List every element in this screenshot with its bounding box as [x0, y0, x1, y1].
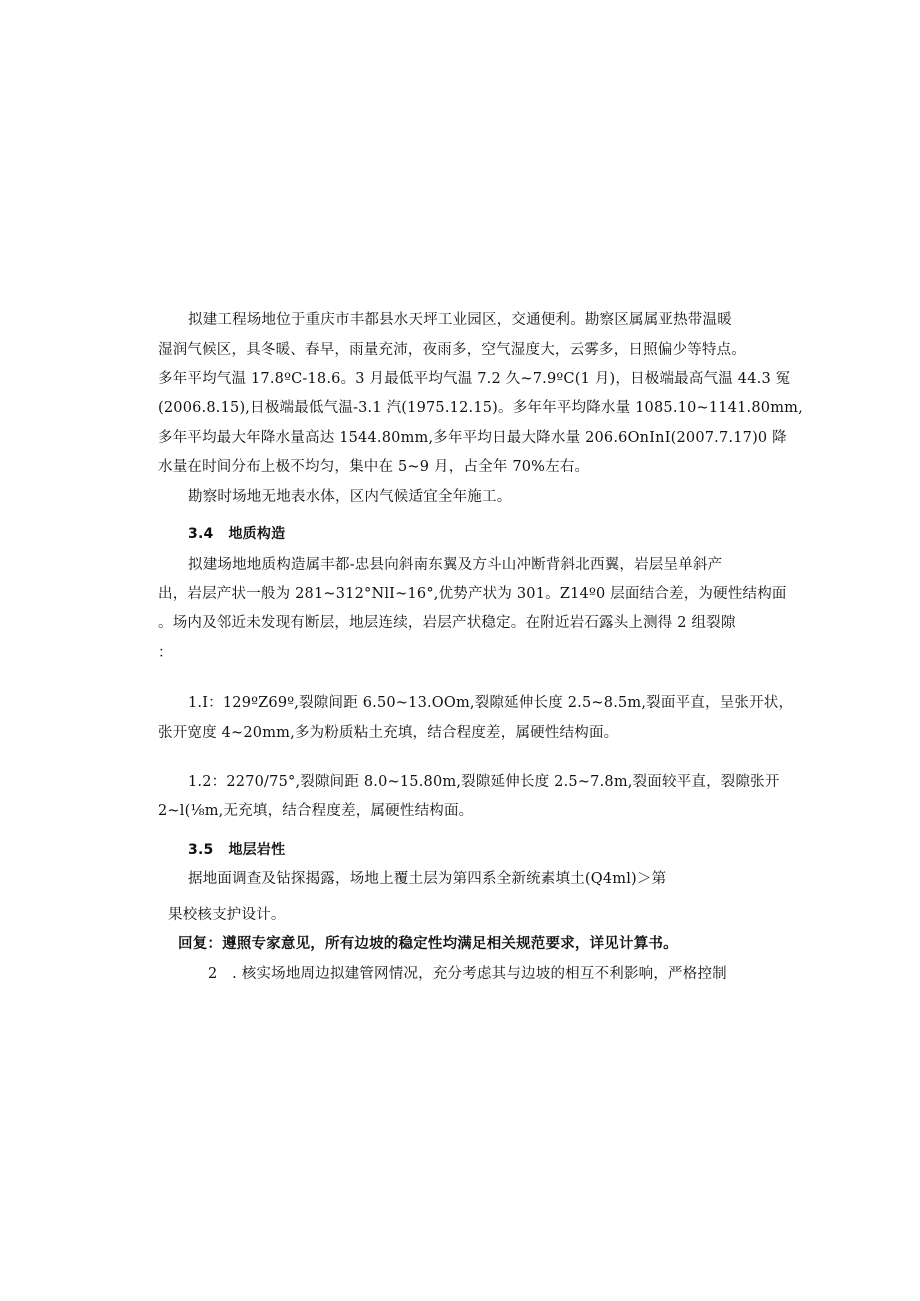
- list-item: 2 . 核实场地周边拟建管网情况，充分考虑其与边坡的相互不利影响，严格控制: [208, 966, 727, 982]
- text-line: 据地面调查及钻探揭露，场地上覆土层为第四系全新统素填土(Q4ml)＞第: [188, 871, 667, 887]
- text-line: ：: [158, 645, 173, 661]
- joint-set-2: 1.2：2270/75°,裂隙间距 8.0~15.80m,裂隙延伸长度 2.5~7.8m,裂面较平直，裂隙张开: [188, 774, 780, 790]
- text-line: 拟建工程场地位于重庆市丰都县水天坪工业园区，交通便利。勘察区属属亚热带温暖: [188, 312, 732, 328]
- section-number: 3.4: [188, 526, 214, 542]
- text-line: 果校核支护设计。: [168, 907, 286, 923]
- text-line: 勘察时场地无地表水体，区内气候适宜全年施工。: [188, 489, 512, 505]
- section-title: 地质构造: [228, 526, 286, 542]
- text-line: 多年平均最大年降水量高达 1544.80mm,多年平均日最大降水量 206.6OnInI(2007.7.17)0 降: [158, 430, 787, 446]
- section-heading: [188, 840, 285, 860]
- reply-text: 回复：遵照专家意见，所有边坡的稳定性均满足相关规范要求，详见计算书。: [178, 936, 678, 952]
- text-line: 。场内及邻近未发现有断层，地层连续，岩层产状稳定。在附近岩石露头上测得 2 组裂隙: [158, 615, 736, 631]
- text-line: 拟建场地地质构造属丰都-忠县向斜南东翼及方斗山冲断背斜北西翼，岩层呈单斜产: [188, 557, 723, 573]
- text-line: 张开宽度 4~20mm,多为粉质粘土充填，结合程度差，属硬性结构面。: [158, 725, 619, 741]
- section-number: 3.5: [188, 842, 214, 858]
- text-line: 多年平均气温 17.8ºC-18.6。3 月最低平均气温 7.2 久~7.9ºC(1 月)，日极端最高气温 44.3 冤: [158, 371, 791, 387]
- joint-set-1: 1.I：129ºZ69º,裂隙间距 6.50~13.OOm,裂隙延伸长度 2.5~8.5m,裂面平直，呈张开状，: [188, 695, 794, 711]
- text-line: 湿润气候区，具冬暖、春早，雨量充沛，夜雨多，空气湿度大，云雾多，日照偏少等特点。: [158, 342, 746, 358]
- text-line: 水量在时间分布上极不均匀，集中在 5~9 月，占全年 70%左右。: [158, 459, 590, 475]
- text-line: 出，岩层产状一般为 281~312°NlI~16°,优势产状为 301。Z14º0 层面结合差，为硬性结构面: [158, 586, 787, 602]
- text-line: 2~l(⅛m,无充填，结合程度差，属硬性结构面。: [158, 803, 474, 819]
- section-title: 地层岩性: [228, 842, 286, 858]
- section-heading: [188, 524, 285, 544]
- text-line: (2006.8.15),日极端最低气温-3.1 汽(1975.12.15)。多年年平均降水量 1085.10~1141.80mm,: [158, 400, 803, 416]
